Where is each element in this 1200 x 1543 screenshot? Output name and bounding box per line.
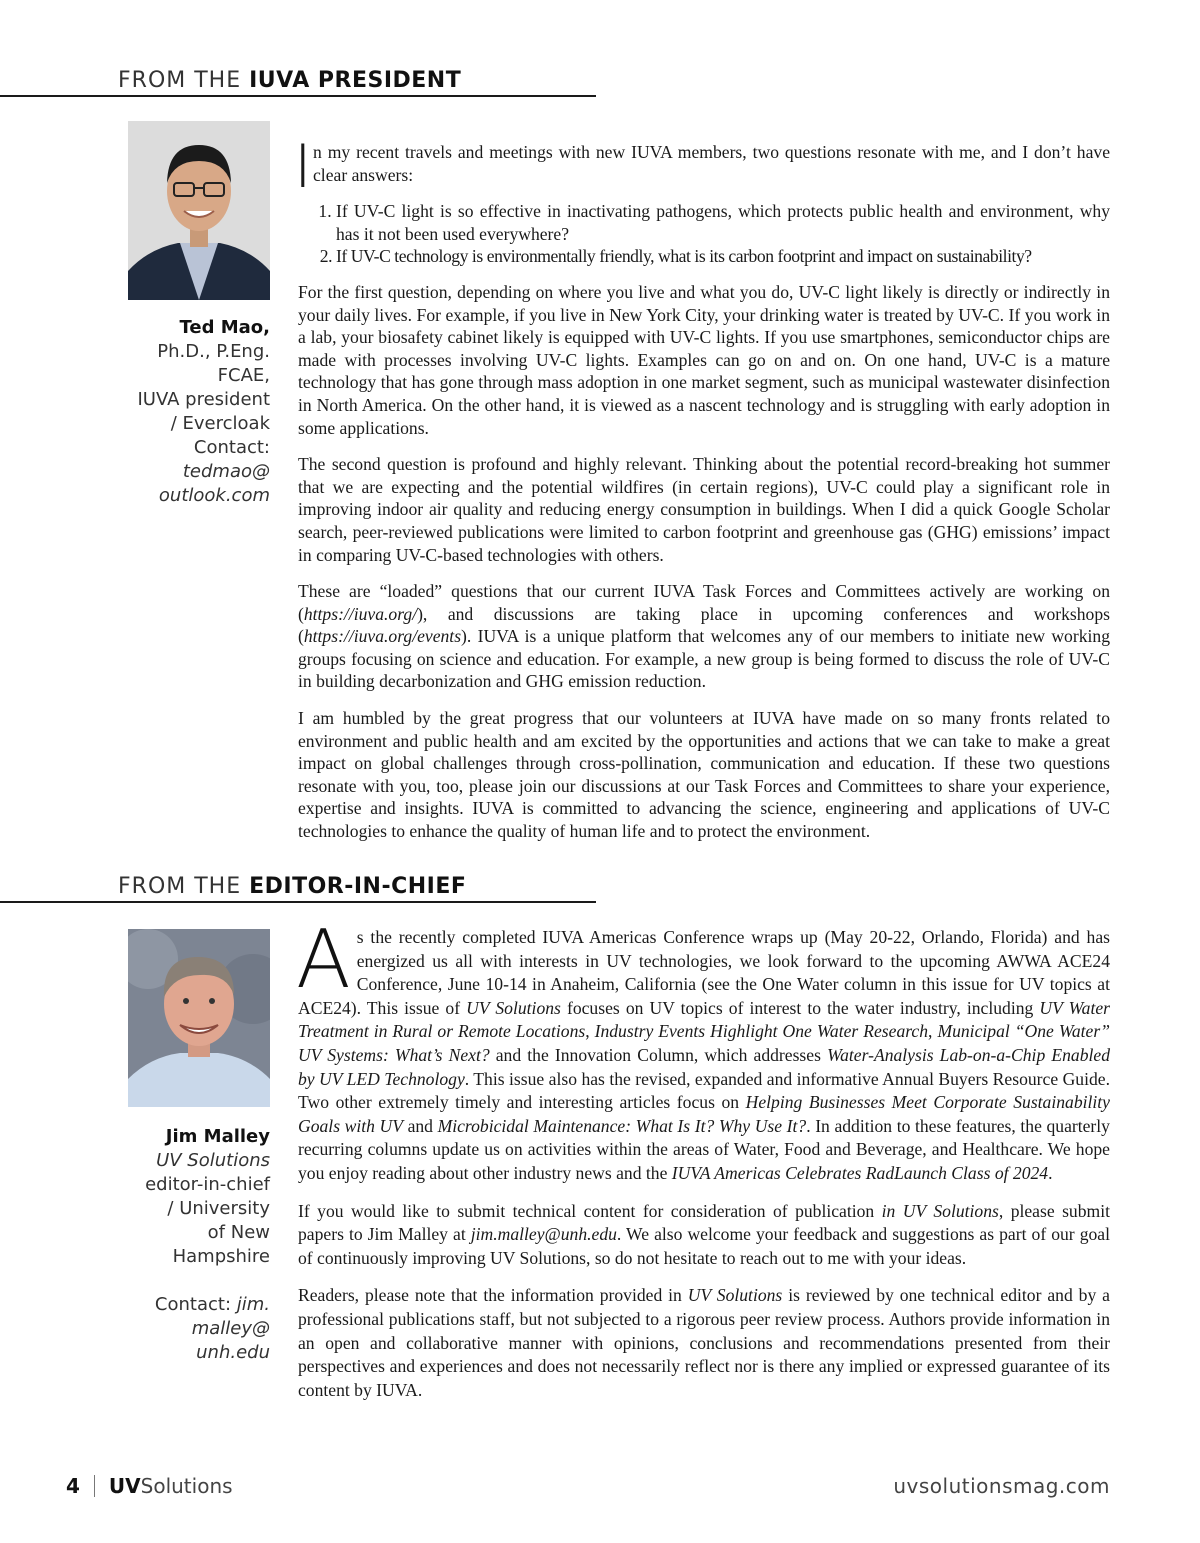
editor-email-link[interactable]: jim.malley@unh.edu (470, 1224, 617, 1245)
editor-paragraph-2 (298, 1200, 1110, 1271)
president-paragraph-4 (298, 580, 1110, 693)
e1-i5: Water-Analysis Lab-on-a-Chip Enabled by UV LED Technology (298, 1044, 1110, 1089)
bio-contact-label: Contact: (193, 437, 270, 458)
e1-i1: UV Solutions (466, 997, 561, 1018)
list-item: 1. If UV-C light is so effective in inactivating pathogens, which protects public health and environment, why has it not been used everywhere? (336, 200, 1110, 245)
e1-d: , (928, 1021, 938, 1042)
e1-i7: Microbicidal Maintenance: What Is It? Why Use It? (437, 1115, 807, 1136)
e1-i6: Helping Businesses Meet Corporate Sustainability Goals with UV (298, 1092, 1110, 1136)
e2-a: If you would like to submit technical content for consideration of publication (298, 1200, 882, 1221)
president-paragraph-5: I am humbled by the great progress that our volunteers at IUVA have made on so many fronts related to environment and public health and am excited by the opportunities and actions that we can take to make a great impact on global challenges through cross-pollination, communication and education. If these two questions resonate with you, too, please join our discussions at our Task Forces and Committees to share your experience, expertise and insights. IUVA is committed to advancing the science, engineering and applications of UV-C technologies to enhance the quality of human life and to protect the environment. (298, 708, 1110, 842)
magazine-name-bold: UV (108, 1474, 141, 1498)
iuva-link[interactable]: https://iuva.org/ (303, 603, 418, 624)
president-header-prefix: FROM THE (118, 68, 250, 93)
e3-i1: UV Solutions (687, 1285, 783, 1306)
e1-i8: IUVA Americas Celebrates RadLaunch Class of 2024 (671, 1162, 1049, 1183)
editor-header-title: EDITOR-IN-CHIEF (249, 874, 467, 899)
list-item: 2. If UV-C technology is environmentally friendly, what is its carbon footprint and impact on sustainability? (336, 245, 1110, 268)
jim-malley-photo (128, 929, 270, 1107)
e1-g: and (402, 1115, 438, 1136)
bio-university-2: of New (207, 1222, 270, 1243)
editor-paragraph-1 (296, 913, 1111, 1186)
president-section-header (0, 68, 596, 97)
bio-email-part1: tedmao@ (182, 461, 270, 482)
jim-malley-bio (80, 1125, 270, 1365)
president-paragraph-3: The second question is profound and highly relevant. Thinking about the potential record-breaking hot summer that we are expecting and the potential wildfires (in certain regions), UV-C could play a significant role in improving indoor air quality and reducing energy consumption in buildings. When I did a quick Google Scholar search, peer-reviewed publications were limited to carbon footprint and greenhouse gas (GHG) emissions’ impact in comparing UV-C-based technologies with others. (298, 454, 1110, 565)
e1-a: s the recently completed IUVA Americas Conference wraps up (May 20-22, Orlando, Florida) and has energized us all with interests in UV technologies, we look forward to the upcoming AWWA ACE24 Conference, June 10-14 in Anaheim, California (see the One Water column in this issue for UV topics at ACE24). This issue of (298, 927, 1110, 1018)
editor-letter (296, 913, 1111, 1416)
drop-cap-i: I (294, 132, 312, 202)
bio-email-part3: unh.edu (196, 1342, 270, 1363)
e1-i3: Industry Events Highlight One Water Research (594, 1021, 929, 1042)
p4-text-c: ). IUVA is a unique platform that welcomes any of our members to initiate new working groups focusing on science and education. For example, a new group is being formed to discuss the role of UV-C in building decarbonization and GHG emission reduction. (298, 626, 1110, 692)
e1-b: focuses on UV topics of interest to the water industry, including (560, 997, 1040, 1018)
bio-role: IUVA president (137, 389, 270, 410)
iuva-events-link[interactable]: https://iuva.org/events (303, 626, 462, 647)
bio-university-1: / University (167, 1198, 270, 1219)
editor-header-prefix: FROM THE (118, 874, 250, 899)
e1-i2: UV Water Treatment in Rural or Remote Locations (298, 997, 1111, 1042)
bio-role: editor-in-chief (145, 1174, 270, 1195)
footer-divider (94, 1475, 95, 1497)
drop-cap-a: A (296, 913, 351, 1006)
editor-paragraph-3 (298, 1284, 1110, 1402)
bio-degrees: Ph.D., P.Eng. (157, 341, 270, 362)
bio-email-part2: malley@ (191, 1318, 270, 1339)
p4-text-a: These are “loaded” questions that our current IUVA Task Forces and Committees actively are working on ( (298, 581, 1110, 624)
website-link[interactable]: uvsolutionsmag.com (893, 1474, 1110, 1498)
e1-f: . This issue also has the revised, expanded and informative Annual Buyers Resource Guide. Two other extremely timely and interesting articles focus on (298, 1068, 1110, 1113)
president-paragraph-1 (294, 132, 1110, 202)
president-header-title: IUVA PRESIDENT (249, 68, 462, 93)
bio-email-part2: outlook.com (158, 485, 270, 506)
bio-university-3: Hampshire (172, 1246, 270, 1267)
president-paragraph-1-text: n my recent travels and meetings with new IUVA members, two questions resonate with me, and I don’t have clear answers: (313, 142, 1110, 185)
e3-a: Readers, please note that the information provided in (298, 1285, 688, 1306)
e1-e: and the Innovation Column, which addresses (489, 1044, 828, 1065)
magazine-name-rest: Solutions (140, 1474, 233, 1498)
e3-b: is reviewed by one technical editor and by a professional publications staff, but not subjected to a rigorous peer review process. Authors provide information in an open and collaborative manner with opinions, conclusions and recommendations presented from their perspectives and experiences and does not necessarily reflect nor is there any implied or expressed guarantee of its content by IUVA. (298, 1285, 1110, 1400)
editor-section-header (0, 874, 596, 903)
e2-c: . We also welcome your feedback and suggestions as part of our goal of continuously improving UV Solutions, so do not hesitate to reach out to me with your ideas. (298, 1224, 1110, 1268)
e1-c: , (585, 1021, 595, 1042)
bio-email-part1: jim. (236, 1294, 270, 1315)
ted-mao-photo (128, 121, 270, 300)
ted-mao-bio (80, 316, 270, 508)
e1-h: . In addition to these features, the quarterly recurring columns update us on activities within the areas of Water, Food and Beverage, and Healthcare. We hope you enjoy reading about other industry news and the (298, 1115, 1110, 1183)
p4-text-b: ), and discussions are taking place in upcoming conferences and workshops ( (298, 603, 1110, 647)
president-paragraph-2: For the first question, depending on where you live and what you do, UV-C light likely is directly or indirectly in your daily lives. For example, if you live in New York City, your drinking water is treated by UV-C. If you work in a lab, your biosafety cabinet likely is equipped with UV-C lights. If you use smartphones, semiconductor chips are made with processes involving UV-C lights. Examples can go on and on. On one hand, UV-C is a mature technology that has gone through mass adoption in one market segment, such as municipal wastewater disinfection in North America. On the other hand, it is viewed as a nascent technology and is struggling with early adoption in some applications. (298, 281, 1110, 438)
bio-name: Jim Malley (165, 1126, 270, 1147)
page-footer (66, 1474, 1110, 1504)
question-list (298, 200, 1110, 268)
bio-publication: UV Solutions (156, 1150, 270, 1171)
bio-contact-label: Contact: (154, 1294, 237, 1315)
bio-company: / Evercloak (170, 413, 270, 434)
e1-i4: Municipal “One Water” UV Systems: What’s Next? (298, 1021, 1110, 1065)
president-letter (294, 132, 1110, 857)
bio-name: Ted Mao, (179, 317, 270, 338)
e2-b: , please submit papers to Jim Malley at (298, 1200, 1110, 1245)
page-number: 4 (66, 1474, 80, 1498)
e1-i: . (1048, 1162, 1053, 1183)
e2-i1: in UV Solutions (881, 1200, 999, 1221)
bio-fellowship: FCAE, (217, 365, 270, 386)
